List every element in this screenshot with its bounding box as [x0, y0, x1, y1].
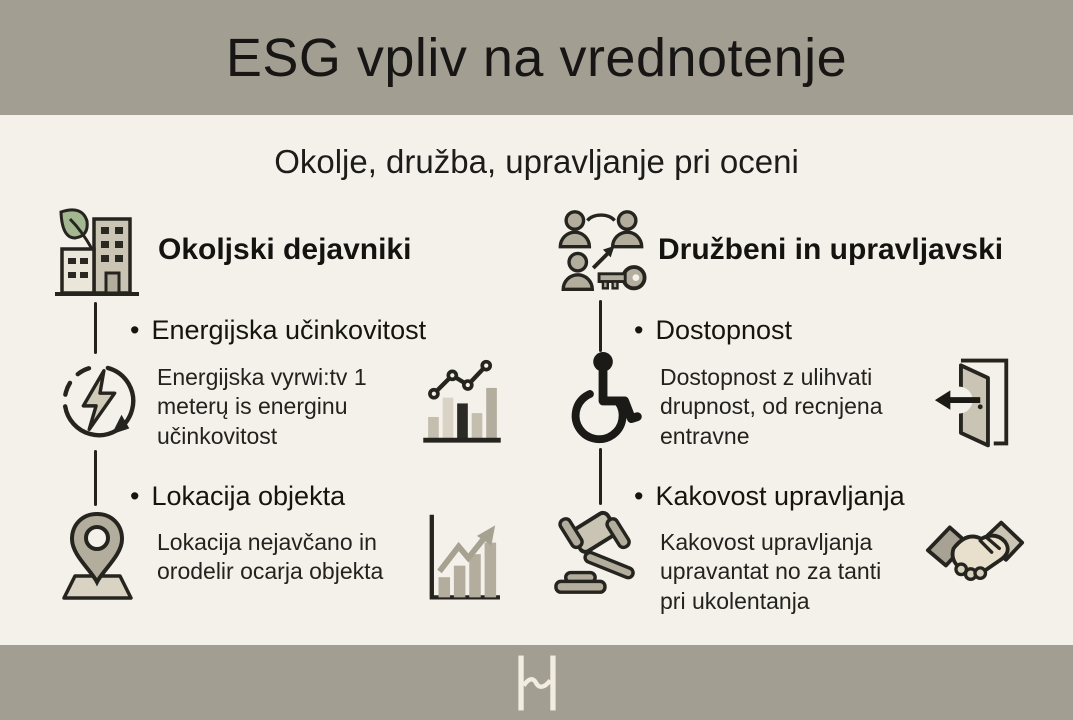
people-key-icon — [552, 206, 650, 298]
footer-band — [0, 645, 1073, 720]
item-title-governance-quality: • Kakovost upravljanja — [634, 481, 905, 511]
building-leaf-icon — [52, 205, 142, 300]
energy-cycle-icon — [55, 356, 143, 446]
item-title-accessibility: • Dostopnost — [634, 315, 793, 345]
connector-line — [599, 448, 602, 505]
item-description-location: Lokacija nejavčano in orodelir ocarja objekta — [157, 529, 384, 585]
item-description-energy: Energijska vyrwi:tv 1 meterų is energinu učinkovitost — [157, 364, 367, 449]
page-subtitle: Okolje, družba, upravljanje pri oceni — [274, 143, 799, 180]
column-heading-environmental: Okoljski dejavniki — [158, 233, 412, 266]
handshake-icon — [925, 508, 1025, 603]
connector-line — [599, 300, 602, 352]
item-description-governance-quality: Kakovost upravljanja upravantat no za tanti pri ukolentanja — [660, 529, 882, 614]
bullet-marker: • — [130, 481, 140, 511]
wheelchair-icon — [562, 350, 647, 448]
header-band — [0, 0, 1073, 115]
connector-line — [94, 302, 97, 354]
bullet-marker: • — [634, 315, 644, 345]
growth-bars-icon — [422, 510, 504, 606]
location-pin-icon — [55, 510, 140, 602]
bullet-marker: • — [130, 315, 140, 345]
item-title-energy: • Energijska učinkovitost — [130, 315, 427, 345]
column-heading-social-governance: Družbeni in upravljavski — [658, 233, 1004, 266]
h-logo — [510, 652, 564, 714]
page-title: ESG vpliv na vrednotenje — [225, 27, 848, 88]
item-title-location: • Lokacija objekta — [130, 481, 346, 511]
bullet-marker: • — [634, 481, 644, 511]
door-exit-icon — [932, 352, 1014, 452]
connector-line — [94, 450, 97, 506]
bar-line-chart-icon — [418, 355, 506, 447]
item-description-accessibility: Dostopnost z ulihvati drupnost, od recnjena entravne — [660, 364, 883, 449]
gavel-icon — [548, 502, 656, 600]
